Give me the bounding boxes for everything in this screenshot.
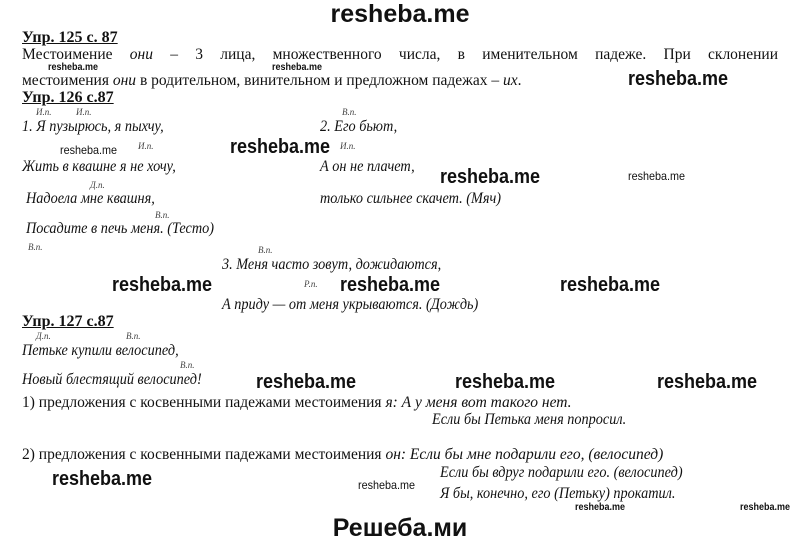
exercise-126-title: Упр. 126 с.87: [22, 89, 114, 106]
watermark: resheba.me: [48, 62, 99, 73]
watermark: resheba.me: [256, 371, 357, 393]
text: 1) предложения с косвенными падежами местоимения: [22, 394, 386, 411]
item-2-continuation: Я бы, конечно, его (Петьку) прокатил.: [440, 485, 676, 502]
exercise-127-title: Упр. 127 с.87: [22, 313, 114, 330]
watermark: resheba.me: [340, 274, 441, 296]
watermark: resheba.me: [272, 62, 323, 73]
text: 2) предложения с косвенными падежами местоимения: [22, 446, 386, 463]
text-em: он: Если бы мне подарили его, (велосипед): [385, 446, 664, 463]
case-label: Р.п.: [304, 279, 318, 289]
watermark: resheba.me: [455, 371, 556, 393]
watermark: resheba.me: [740, 502, 791, 513]
ex125-line2: [22, 72, 522, 89]
exercise-125-title: Упр. 125 с. 87: [22, 29, 118, 46]
text-em: они: [129, 46, 153, 63]
case-label: И.п.: [76, 107, 92, 117]
watermark: resheba.me: [52, 468, 153, 490]
watermark: resheba.me: [440, 166, 541, 188]
case-label: В.п.: [28, 242, 43, 252]
watermark: resheba.me: [560, 274, 661, 296]
text: Местоимение: [22, 46, 130, 63]
item-1-continuation: Если бы Петька меня попросил.: [432, 411, 627, 428]
watermark: resheba.me: [628, 169, 686, 183]
item-1: [22, 394, 572, 411]
item-2: [22, 446, 663, 463]
text-em: я: А у меня вот такого нет.: [385, 394, 572, 411]
text: местоимения: [22, 72, 113, 89]
watermark-top: resheba.me: [330, 0, 470, 28]
item-2-continuation: Если бы вдруг подарили его. (велосипед): [440, 464, 683, 481]
watermark: resheba.me: [60, 143, 118, 157]
watermark: resheba.me: [112, 274, 213, 296]
text-em: их: [503, 72, 518, 89]
text: в родительном, винительном и предложном падежах –: [136, 72, 504, 89]
case-label: В.п.: [342, 107, 357, 117]
case-label: Д.п.: [36, 331, 51, 341]
case-label: И.п.: [36, 107, 52, 117]
poem-line: Надоела мне квашня,: [26, 190, 155, 207]
poem-line: А приду — от меня укрываются. (Дождь): [222, 296, 479, 313]
case-label: В.п.: [155, 210, 170, 220]
watermark: resheba.me: [657, 371, 758, 393]
poem-line: Петьке купили велосипед,: [22, 342, 179, 359]
case-label: И.п.: [138, 141, 154, 151]
case-label: Д.п.: [90, 180, 105, 190]
poem-line: 3. Меня часто зовут, дожидаются,: [222, 256, 442, 273]
poem-line: Посадите в печь меня. (Тесто): [26, 220, 215, 237]
case-label: В.п.: [180, 360, 195, 370]
poem-line: А он не плачет,: [320, 158, 415, 175]
poem-line: только сильнее скачет. (Мяч): [320, 190, 502, 207]
text: .: [517, 72, 522, 89]
watermark: resheba.me: [230, 136, 331, 158]
case-label: И.п.: [340, 141, 356, 151]
footer-watermark: Решеба.ми: [332, 514, 468, 542]
watermark: resheba.me: [575, 502, 626, 513]
poem-line: 2. Его бьют,: [320, 118, 398, 135]
case-label: В.п.: [126, 331, 141, 341]
ex125-line1: [22, 46, 778, 63]
text: – 3 лица, множественного числа, в именительном падеже. При склонении: [152, 46, 778, 63]
poem-line: Жить в квашне я не хочу,: [22, 158, 176, 175]
poem-line: Новый блестящий велосипед!: [22, 371, 202, 388]
text-em: они: [112, 72, 137, 89]
watermark: resheba.me: [358, 478, 416, 492]
watermark: resheba.me: [628, 68, 729, 90]
poem-line: 1. Я пузырюсь, я пыхчу,: [22, 118, 164, 135]
case-label: В.п.: [258, 245, 273, 255]
